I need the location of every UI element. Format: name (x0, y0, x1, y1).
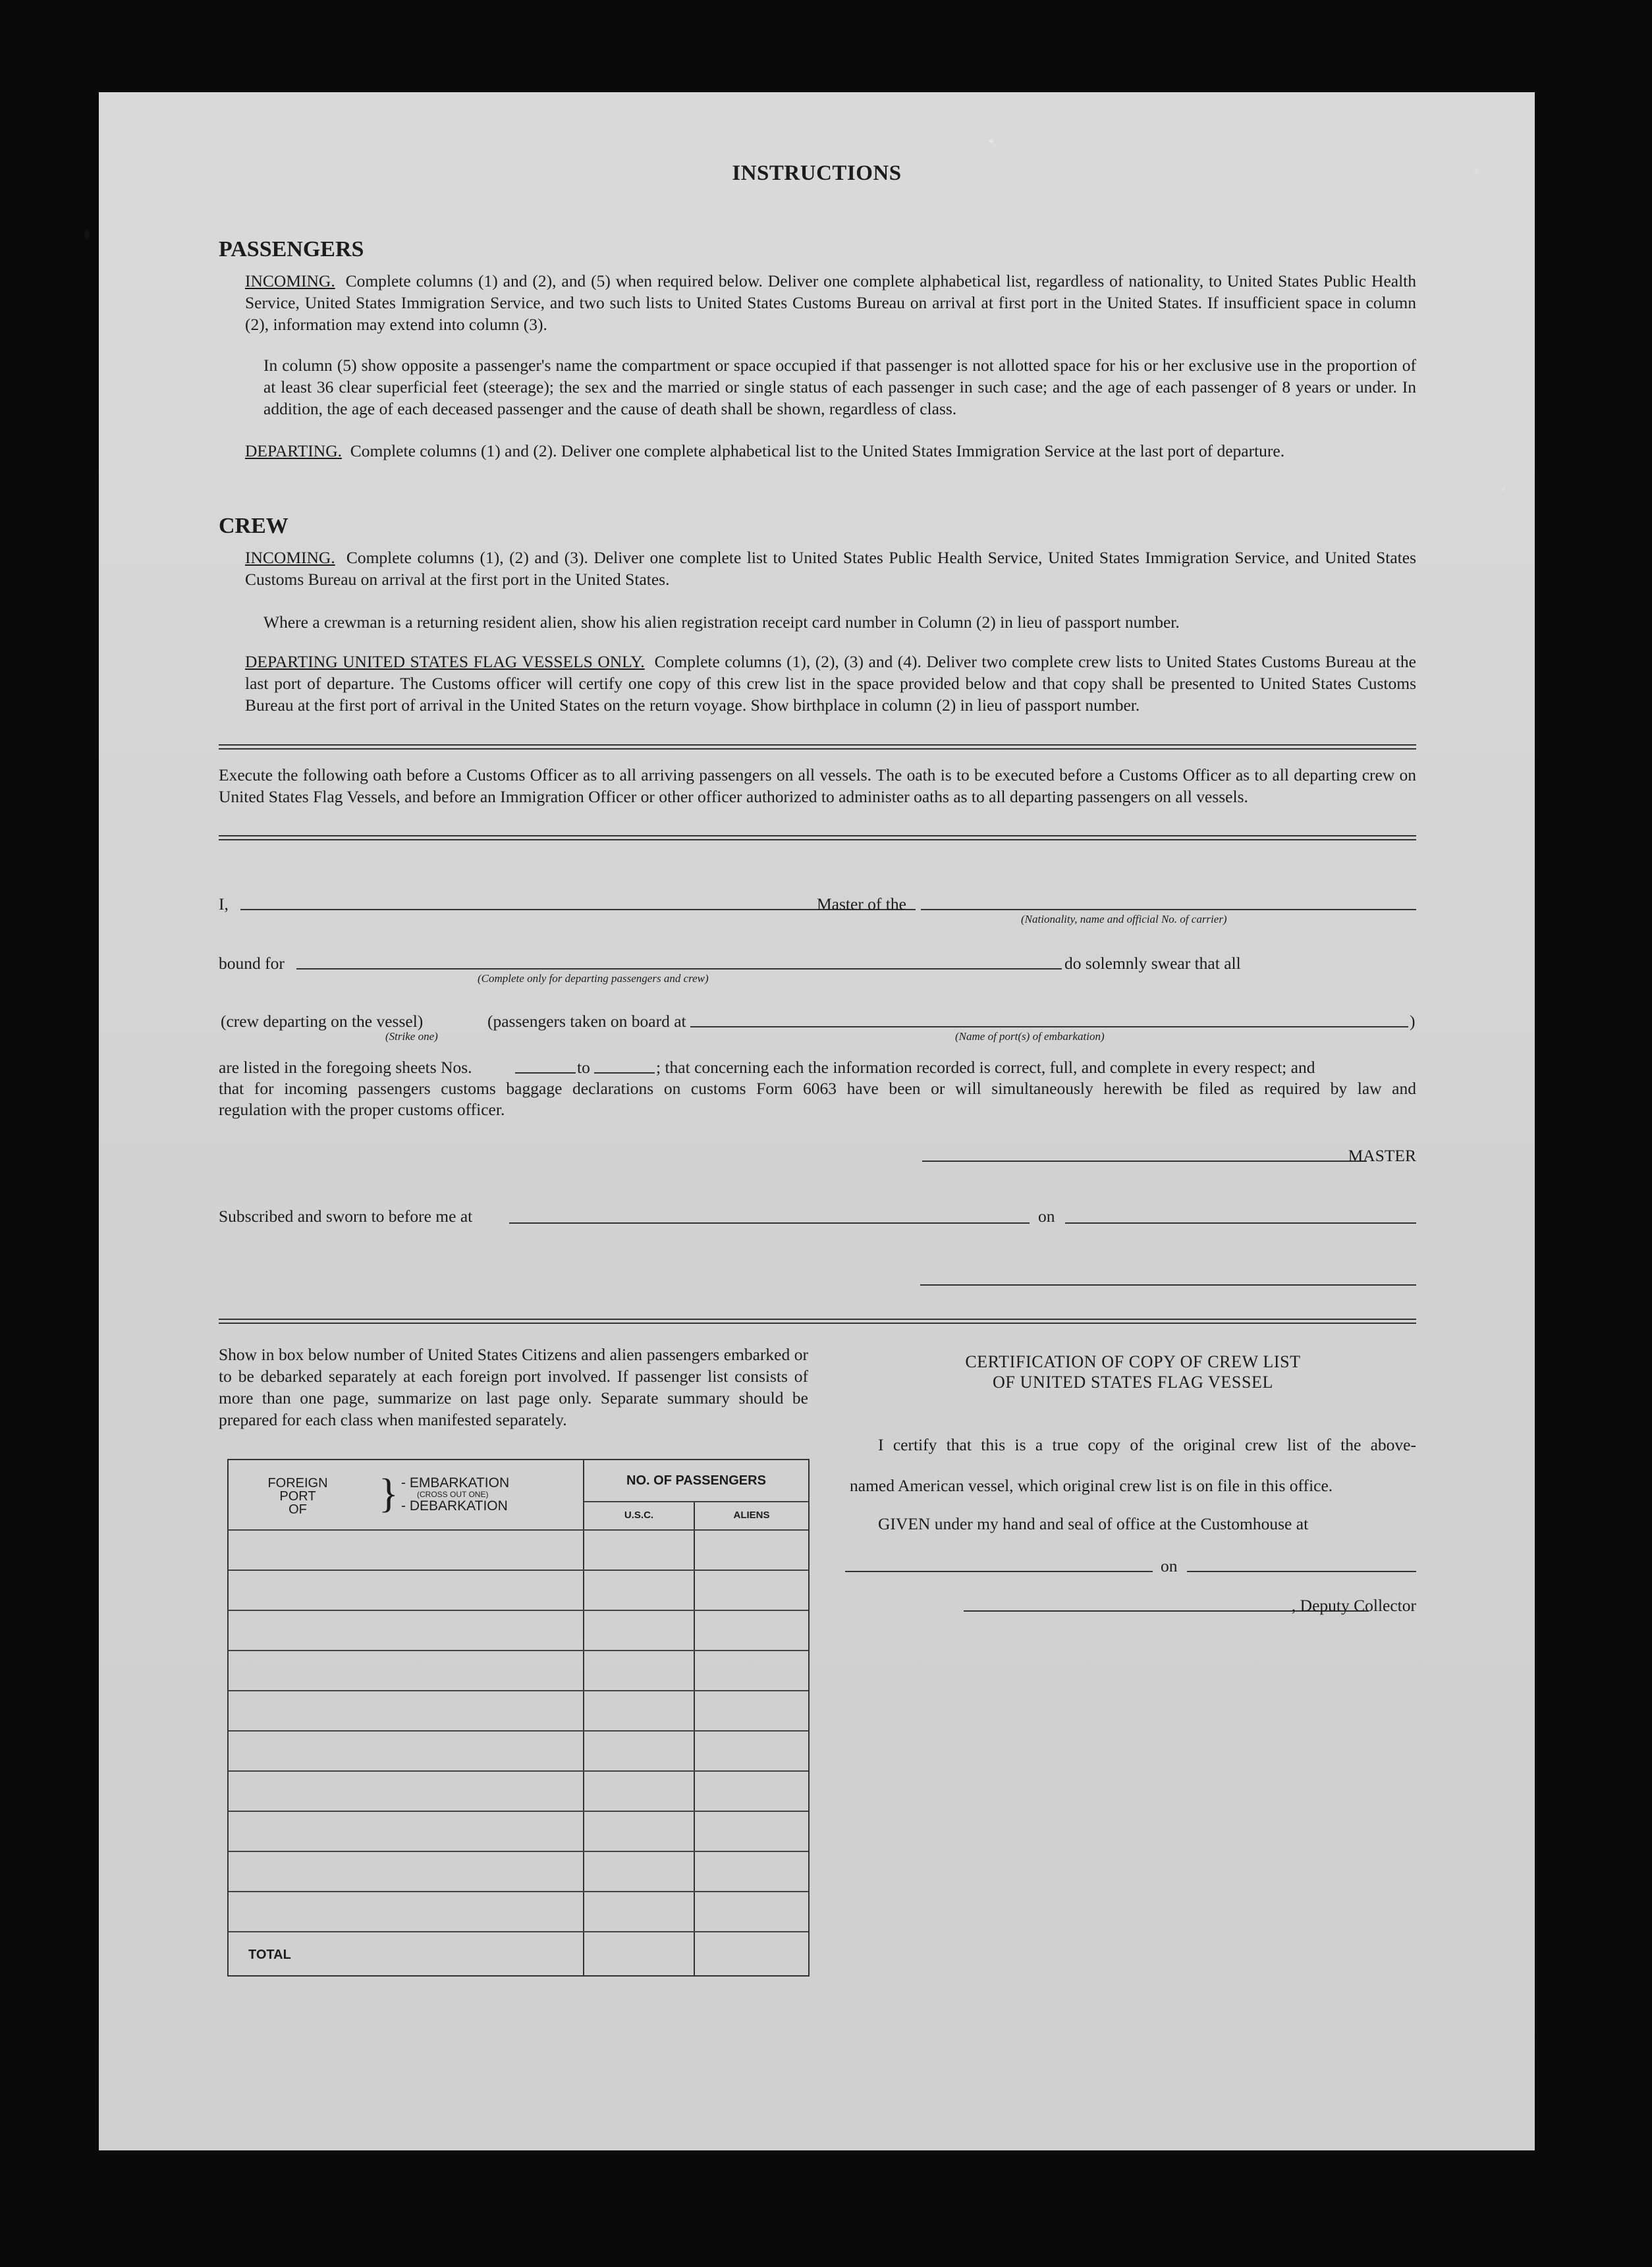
sworn-place-field[interactable] (509, 1222, 1030, 1224)
sworn-date-field[interactable] (1065, 1222, 1416, 1224)
speck-mark (84, 229, 90, 240)
certification-title-line: CERTIFICATION OF COPY OF CREW LIST (965, 1352, 1301, 1371)
bound-for-label: bound for (219, 954, 285, 973)
divider-rule (219, 1319, 1416, 1324)
sheet-to-field[interactable] (594, 1072, 655, 1074)
table-divider (694, 1530, 695, 1975)
crew-flag-paragraph (245, 651, 1416, 716)
brace-icon: } (379, 1471, 399, 1516)
table-row[interactable] (229, 1811, 808, 1812)
bound-for-hint: (Complete only for departing passengers and crew) (478, 972, 709, 985)
table-row[interactable] (229, 1610, 808, 1611)
page-title: INSTRUCTIONS (732, 161, 902, 185)
crew-incoming-paragraph (245, 547, 1416, 590)
crew-heading: CREW (219, 514, 289, 538)
col-port-line: PORT (279, 1489, 316, 1504)
embarkation-option[interactable]: - EMBARKATION (401, 1475, 510, 1490)
passengers-heading: PASSENGERS (219, 237, 364, 261)
table-row[interactable] (229, 1570, 808, 1571)
col-port-line: OF (289, 1502, 307, 1517)
customhouse-field[interactable] (845, 1571, 1153, 1572)
crew-returning-paragraph: Where a crewman is a returning resident alien, show his alien registration receipt card number in Column (2) in lieu of passport number. (263, 613, 1180, 632)
carrier-field[interactable] (921, 909, 1416, 910)
table-divider (583, 1460, 584, 1975)
officer-signature-field[interactable] (920, 1284, 1416, 1286)
close-paren: ) (1410, 1012, 1416, 1031)
listed-line-2: that for incoming passengers customs baggage declarations on customs Form 6063 have been or will simultaneously herewith be filed as required by law and (219, 1079, 1416, 1098)
total-label: TOTAL (248, 1948, 291, 1962)
table-row[interactable] (229, 1851, 808, 1852)
table-row[interactable] (229, 1891, 808, 1892)
embarkation-port-field[interactable] (690, 1026, 1408, 1027)
certification-on-label: on (1161, 1556, 1178, 1575)
passengers-incoming-paragraph (245, 270, 1416, 335)
oath-i-label: I, (219, 894, 229, 914)
speck-mark (1475, 168, 1479, 174)
bound-for-field[interactable] (296, 968, 1062, 970)
form-sheet (99, 92, 1535, 2150)
certification-line-2: named American vessel, which original crew list is on file in this office. (850, 1476, 1333, 1495)
table-row[interactable] (229, 1931, 808, 1932)
deputy-collector-label: , Deputy Collector (1291, 1596, 1416, 1615)
passengers-departing-text: Complete columns (1) and (2). Deliver one complete alphabetical list to the United States Immigration Service at the last port of departure. (350, 441, 1285, 460)
col-port-line: FOREIGN (267, 1476, 328, 1490)
crew-incoming-text: Complete columns (1), (2) and (3). Deliver one complete list to United States Public Health Service, United States Immigration Service, and United States Customs Bureau on arrival at the first port in the United States. (245, 548, 1417, 589)
table-row[interactable] (229, 1770, 808, 1772)
col-aliens: ALIENS (733, 1510, 770, 1521)
subscribed-label: Subscribed and sworn to before me at (219, 1207, 473, 1226)
to-label: to (577, 1058, 590, 1077)
cross-out-hint: (CROSS OUT ONE) (417, 1490, 489, 1499)
certification-date-field[interactable] (1187, 1571, 1416, 1572)
divider-rule (219, 835, 1416, 840)
table-row[interactable] (229, 1650, 808, 1651)
speck-mark (989, 140, 993, 143)
listed-suffix: ; that concerning each the information recorded is correct, full, and complete in every respect; and (656, 1058, 1315, 1077)
certification-title (850, 1352, 1416, 1392)
certification-line-3: GIVEN under my hand and seal of office at the Customhouse at (878, 1514, 1309, 1533)
sworn-on-label: on (1038, 1207, 1055, 1226)
swear-label: do solemnly swear that all (1064, 954, 1241, 973)
summary-instructions: Show in box below number of United States Citizens and alien passengers embarked or to be debarked separately at each foreign port involved. If passenger list consists of more than one page, summarize on last page only. Separate summary should be prepared for each class when manifested separately. (219, 1345, 808, 1429)
certification-title-line: OF UNITED STATES FLAG VESSEL (993, 1373, 1273, 1392)
crew-incoming-label: INCOMING. (245, 548, 335, 567)
col-usc: U.S.C. (624, 1510, 654, 1521)
passengers-incoming-text: Complete columns (1) and (2), and (5) when required below. Deliver one complete alphabetical list, regardless of nationality, to United States Public Health Service, United States Immigration Service, and two such lists to United States Customs Bureau on arrival at first port in the United States. If insufficient space in column (2), information may extend into column (3). (245, 271, 1417, 334)
master-of-label: Master of the (817, 894, 906, 914)
crew-option[interactable]: (crew departing on the vessel) (221, 1012, 424, 1031)
divider-rule (219, 744, 1416, 750)
carrier-hint: (Nationality, name and official No. of carrier) (1021, 913, 1227, 925)
debarkation-option[interactable]: - DEBARKATION (401, 1498, 508, 1514)
passengers-column5-paragraph: In column (5) show opposite a passenger's name the compartment or space occupied if that passenger is not allotted space for his or her exclusive use in the proportion of at least 36 clear superficial feet (steerage); the sex and the married or single status of each passenger in such case; and the age of each passenger of 8 years or under. In addition, the age of each deceased passenger and the cause of death shall be shown, regardless of class. (263, 356, 1416, 418)
embarkation-choice (401, 1476, 509, 1513)
embarkation-port-hint: (Name of port(s) of embarkation) (955, 1030, 1105, 1043)
table-row[interactable] (229, 1730, 808, 1732)
passengers-departing-paragraph (245, 440, 1416, 462)
sheet-from-field[interactable] (515, 1072, 576, 1074)
table-row[interactable] (229, 1690, 808, 1691)
passengers-option[interactable]: (passengers taken on board at (487, 1012, 686, 1031)
master-label: MASTER (1348, 1146, 1416, 1165)
listed-line-3: regulation with the proper customs officer. (219, 1100, 505, 1119)
passenger-summary-table (227, 1459, 810, 1977)
col-no-passengers: NO. OF PASSENGERS (626, 1473, 766, 1488)
crew-flag-label: DEPARTING UNITED STATES FLAG VESSELS ONLY. (245, 652, 645, 671)
strike-hint: (Strike one) (385, 1030, 438, 1043)
listed-prefix: are listed in the foregoing sheets Nos. (219, 1058, 472, 1077)
certification-line-1: I certify that this is a true copy of the original crew list of the above- (878, 1435, 1416, 1454)
passengers-departing-label: DEPARTING. (245, 441, 342, 460)
col-foreign-port (262, 1477, 334, 1516)
table-divider (229, 1529, 808, 1531)
crew-flag-text: Complete columns (1), (2), (3) and (4). Deliver two complete crew lists to United States Customs Bureau at the last port of departure. The Customs officer will certify one copy of this crew list in the space provided below and that copy shall be presented to United States Customs Bureau at the first port of arrival in the United States on the return voyage. Show birthplace in column (2) in lieu of passport number. (245, 652, 1416, 715)
passengers-incoming-label: INCOMING. (245, 271, 335, 290)
table-divider (584, 1501, 808, 1502)
master-signature-field[interactable] (922, 1161, 1367, 1162)
speck-mark (1502, 486, 1505, 492)
oath-instructions: Execute the following oath before a Customs Officer as to all arriving passengers on all vessels. The oath is to be executed before a Customs Officer as to all departing crew on United States Flag Vessels, and before an Immigration Officer or other officer authorized to administer oaths as to all departing passengers on all vessels. (219, 765, 1416, 806)
master-name-field[interactable] (240, 909, 916, 910)
